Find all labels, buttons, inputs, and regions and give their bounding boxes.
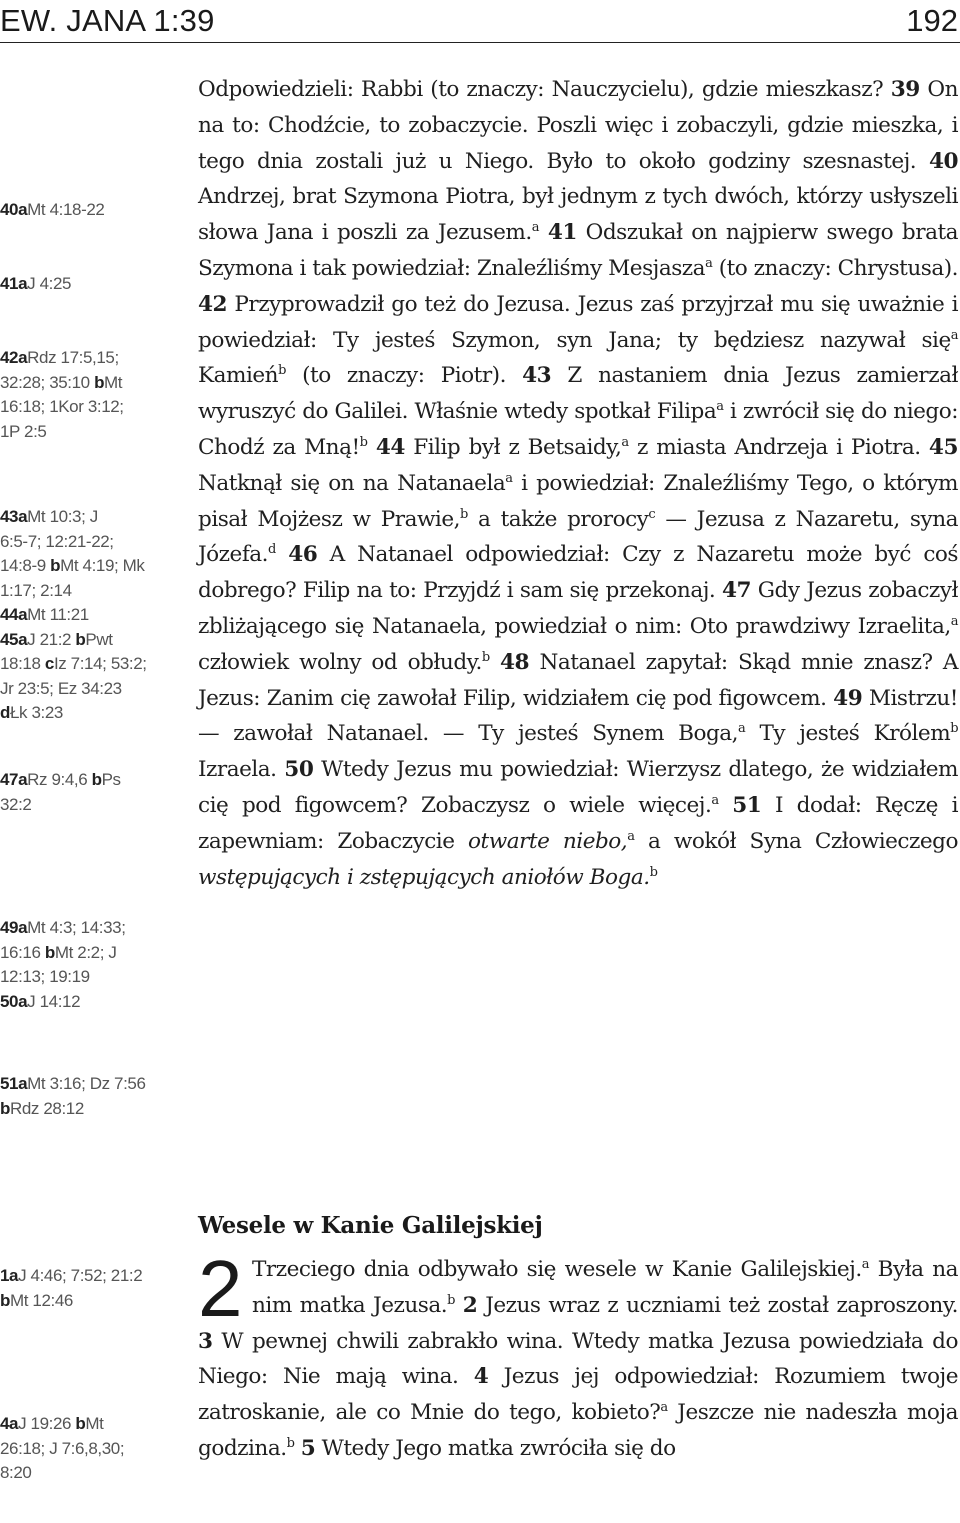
page-header [0, 0, 960, 43]
cross-reference-v43-45: 43aMt 10:3; J 6:5-7; 12:21-22; 14:8-9 bMt 4:19; Mk 1:17; 2:14 44aMt 11:21 45aJ 21:2 bPwt 18:18 cIz 7:14; 53:2; Jr 23:5; Ez 34:23 dŁk 3:23 [0, 507, 147, 722]
cross-reference-v47: 47aRz 9:4,6 bPs 32:2 [0, 770, 121, 814]
cross-reference-ch2-v1: 1aJ 4:46; 7:52; 21:2 bMt 12:46 [0, 1266, 143, 1310]
cross-reference-ch2-v4: 4aJ 19:26 bMt 26:18; J 7:6,8,30; 8:20 [0, 1414, 125, 1482]
cross-reference-v41: 41aJ 4:25 [0, 274, 72, 293]
chapter-2-verses [198, 1244, 958, 1467]
verses-39-51: Odpowiedzieli: Rabbi (to znaczy: Nauczycielu), gdzie mieszkasz? 39 On na to: Chodźcie, to zobaczycie. Poszli więc i zobaczyli, gdzie mieszka, i tego dnia zostali już u Niego. Było to około godziny szesnastej. 40 Andrzej, brat Szymona Piotra, był jednym z tych dwóch, którzy usłyszeli słowa Jana i poszli za Jezusem.$^a$ 41 Odszukał on najpierw swego brata Szymona i tak powiedział: Znaleźliśmy Mesjasza$^a$ (to znaczy: Chrystusa). 42 Przyprowadził go też do Jezusa. Jezus zaś przyjrzał mu się uważnie i powiedział: Ty jesteś Szymon, syn Jana; ty będziesz nazywał się$^a$ Kamień$^b$ (to znaczy: Piotr). 43 Z nastaniem dnia Jezus zamierzał wyruszyć do Galilei. Właśnie wtedy spotkał Filipa$^a$ i zwrócił się do niego: Chodź za Mną!$^b$ 44 Filip był z Betsaidy,$^a$ z miasta Andrzeja i Piotra. 45 Natknął się on na Natanaela$^a$ i powiedział: Znaleźliśmy Tego, o którym pisał Mojżesz w Prawie,$^b$ a także prorocy$^c$ — Jezusa z Nazaretu, syna Józefa.$^d$ 46 A Natanael odpowiedział: Czy z Nazaretu może być coś dobrego? Filip na to: Przyjdź i sam się przekonaj. 47 Gdy Jezus zobaczył zbliżającego się Natanaela, powiedział o nim: Oto prawdziwy Izraelita,$^a$ człowiek wolny od obłudy.$^b$ 48 Natanael zapytał: Skąd mnie znasz? A Jezus: Zanim cię zawołał Filip, widziałem cię pod figowcem. 49 Mistrzu! — zawołał Natanael. — Ty jesteś Synem Boga,$^a$ Ty jesteś Królem$^b$ Izraela. 50 Wtedy Jezus mu powiedział: Wierzysz dlatego, że widziałem cię pod figowcem? Zobaczysz o wiele więcej.$^a$ 51 I dodał: Ręczę i zapewniam: Zobaczycie otwarte niebo,$^a$ a wokół Syna Człowieczego wstępujących i zstępujących aniołów Boga.$^b$ [198, 77, 959, 890]
chapter-number: 2 [198, 1244, 242, 1333]
book-title: EW. JANA 1:39 [0, 3, 215, 38]
scripture-text [198, 72, 958, 895]
cross-reference-v42: 42aRdz 17:5,15; 32:28; 35:10 bMt 16:18; 1Kor 3:12; 1P 2:5 [0, 348, 124, 441]
chapter-2-body: Trzeciego dnia odbywało się wesele w Kanie Galilejskiej.$^a$ Była na nim matka Jezusa.$^b$ 2 Jezus wraz z uczniami też został zaproszony. 3 W pewnej chwili zabrakło wina. Wtedy matka Jezusa powiedziała do Niego: Nie mają wina. 4 Jezus jej odpowiedział: Rozumiem twoje zatroskanie, ale co Mnie do tego, kobieto?$^a$ Jeszcze nie nadeszła moja godzina.$^b$ 5 Wtedy Jego matka zwróciła się do [198, 1256, 958, 1461]
cross-reference-v40: 40aMt 4:18-22 [0, 200, 105, 219]
cross-reference-v51: 51aMt 3:16; Dz 7:56 bRdz 28:12 [0, 1074, 146, 1118]
page-number: 192 [906, 3, 958, 38]
cross-reference-v49-50: 49aMt 4:3; 14:33; 16:16 bMt 2:2; J 12:13; 19:19 50aJ 14:12 [0, 918, 126, 1011]
chapter-2-text [198, 1244, 958, 1467]
section-heading: Wesele w Kanie Galilejskiej [198, 1212, 543, 1239]
